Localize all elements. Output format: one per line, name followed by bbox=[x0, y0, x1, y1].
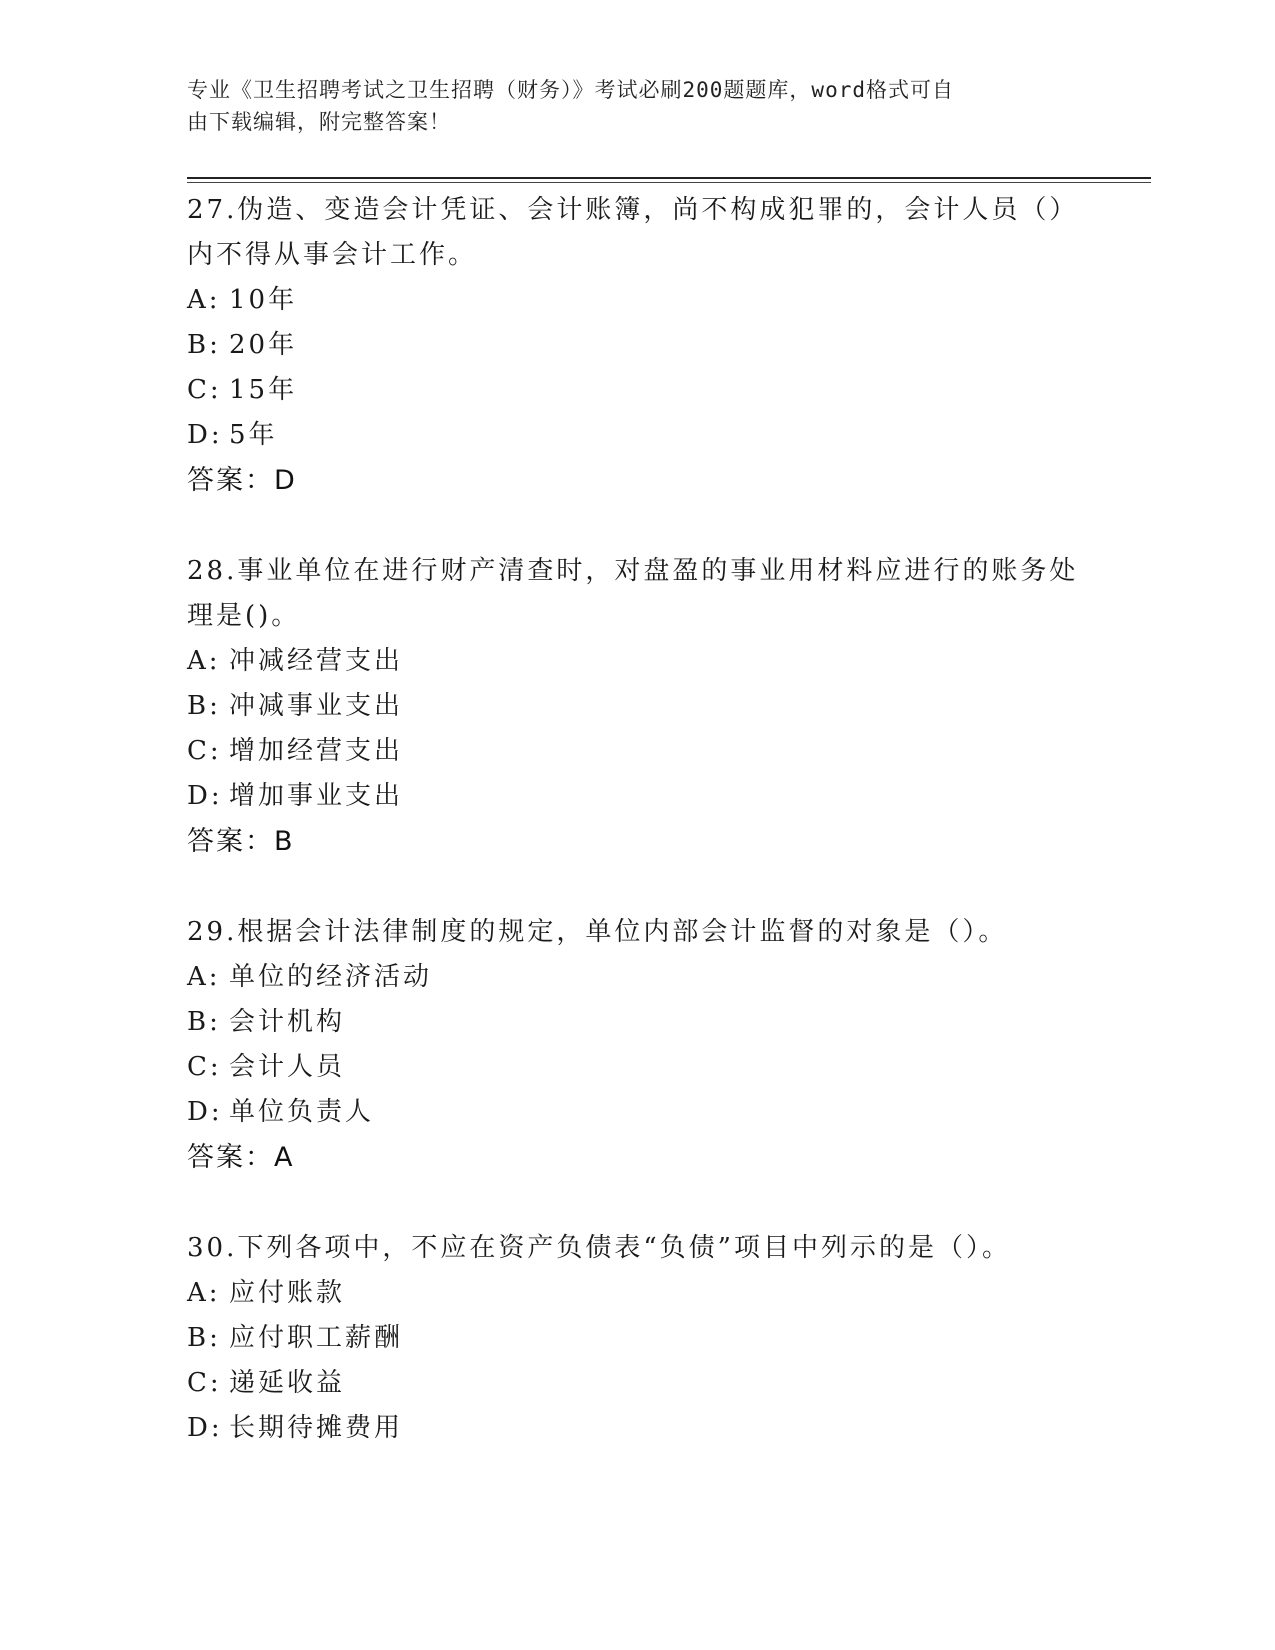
question-text-line-1: 事业单位在进行财产清查时，对盘盈的事业用材料应进行的账务处 bbox=[237, 556, 1079, 586]
option-text: 应付职工薪酬 bbox=[229, 1323, 404, 1353]
option-b bbox=[187, 323, 1087, 368]
question-number: 27. bbox=[187, 195, 238, 225]
option-c bbox=[187, 1361, 1087, 1406]
question-number: 28. bbox=[187, 556, 238, 586]
option-b bbox=[187, 1316, 1087, 1361]
spacer bbox=[187, 864, 1087, 910]
question-text-line-2: 内不得从事会计工作。 bbox=[187, 240, 478, 270]
question-27 bbox=[187, 188, 1087, 503]
question-number: 29. bbox=[187, 917, 238, 947]
option-d bbox=[187, 1406, 1087, 1451]
option-letter: B: bbox=[187, 330, 221, 360]
option-a bbox=[187, 278, 1087, 323]
option-d bbox=[187, 1090, 1087, 1135]
spacer bbox=[187, 503, 1087, 549]
question-text bbox=[187, 188, 1087, 233]
option-letter: D: bbox=[187, 1413, 223, 1443]
option-text: 20年 bbox=[229, 330, 298, 360]
option-a bbox=[187, 955, 1087, 1000]
question-29 bbox=[187, 910, 1087, 1180]
option-letter: A: bbox=[187, 1278, 221, 1308]
question-text-line-2: 理是()。 bbox=[187, 601, 301, 631]
option-letter: C: bbox=[187, 1052, 222, 1082]
option-a bbox=[187, 639, 1087, 684]
option-d bbox=[187, 774, 1087, 819]
option-text: 增加事业支出 bbox=[229, 781, 404, 811]
answer-line: 答案：D bbox=[187, 465, 297, 496]
option-letter: B: bbox=[187, 691, 221, 721]
question-list bbox=[187, 188, 1087, 1451]
option-letter: D: bbox=[187, 420, 223, 450]
option-text: 单位的经济活动 bbox=[229, 962, 433, 992]
question-text-line-1: 伪造、变造会计凭证、会计账簿，尚不构成犯罪的，会计人员（） bbox=[237, 195, 1079, 225]
question-28 bbox=[187, 549, 1087, 864]
option-c bbox=[187, 1045, 1087, 1090]
option-text: 应付账款 bbox=[229, 1278, 346, 1308]
option-letter: D: bbox=[187, 1097, 223, 1127]
spacer bbox=[187, 1180, 1087, 1226]
option-a bbox=[187, 1271, 1087, 1316]
question-text-line-1: 下列各项中，不应在资产负债表“负债”项目中列示的是（）。 bbox=[237, 1233, 1011, 1263]
question-text-line-1: 根据会计法律制度的规定，单位内部会计监督的对象是（）。 bbox=[237, 917, 1008, 947]
option-text: 会计人员 bbox=[229, 1052, 346, 1082]
option-text: 冲减经营支出 bbox=[229, 646, 404, 676]
option-text: 增加经营支出 bbox=[229, 736, 404, 766]
option-letter: A: bbox=[187, 962, 221, 992]
option-letter: D: bbox=[187, 781, 223, 811]
option-c bbox=[187, 368, 1087, 413]
question-30 bbox=[187, 1226, 1087, 1451]
option-letter: A: bbox=[187, 285, 221, 315]
option-text: 冲减事业支出 bbox=[229, 691, 404, 721]
option-text: 10年 bbox=[229, 285, 298, 315]
option-letter: C: bbox=[187, 736, 222, 766]
question-number: 30. bbox=[187, 1233, 238, 1263]
answer-line: 答案：B bbox=[187, 826, 295, 857]
option-text: 单位负责人 bbox=[229, 1097, 375, 1127]
option-letter: B: bbox=[187, 1007, 221, 1037]
option-c bbox=[187, 729, 1087, 774]
option-text: 长期待摊费用 bbox=[229, 1413, 404, 1443]
option-text: 15年 bbox=[229, 375, 298, 405]
option-letter: C: bbox=[187, 1368, 222, 1398]
option-text: 会计机构 bbox=[229, 1007, 346, 1037]
header-divider-thick bbox=[187, 177, 1151, 179]
option-d bbox=[187, 413, 1087, 458]
question-text bbox=[187, 549, 1087, 594]
question-text bbox=[187, 910, 1087, 955]
option-text: 5年 bbox=[229, 420, 278, 450]
option-b bbox=[187, 1000, 1087, 1045]
option-text: 递延收益 bbox=[229, 1368, 346, 1398]
header-line-2: 由下载编辑，附完整答案！ bbox=[187, 110, 451, 134]
header-divider-thin bbox=[187, 182, 1151, 183]
document-header bbox=[187, 74, 1067, 138]
question-text bbox=[187, 1226, 1087, 1271]
option-letter: B: bbox=[187, 1323, 221, 1353]
option-letter: C: bbox=[187, 375, 222, 405]
header-line-1: 专业《卫生招聘考试之卫生招聘（财务）》考试必刷200题题库，word格式可自 bbox=[187, 78, 954, 102]
answer-line: 答案：A bbox=[187, 1142, 295, 1173]
option-letter: A: bbox=[187, 646, 221, 676]
option-b bbox=[187, 684, 1087, 729]
